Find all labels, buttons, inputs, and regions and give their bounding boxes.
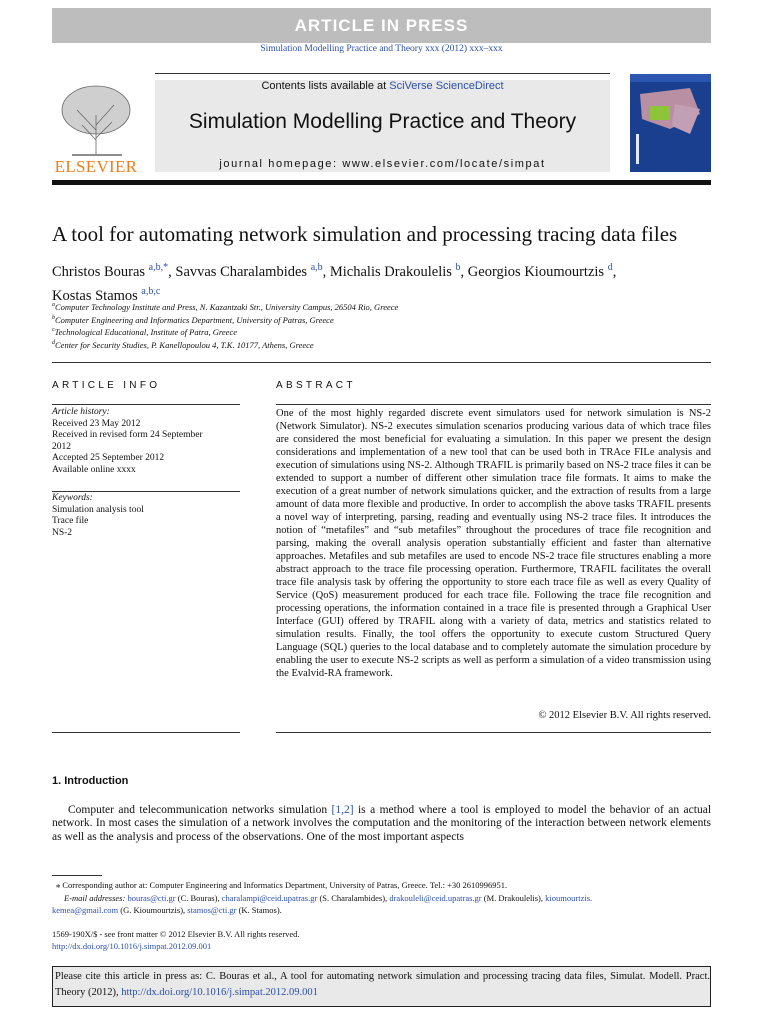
email-line — [52, 904, 711, 917]
intro-text: Computer and telecommunication networks simulation — [68, 804, 332, 816]
issn-line: 1569-190X/$ - see front matter © 2012 Elsevier B.V. All rights reserved. — [52, 929, 300, 939]
affiliation-mark: c — [52, 327, 55, 334]
journal-reference-link[interactable]: Simulation Modelling Practice and Theory xxx (2012) xxx–xxx — [260, 44, 503, 54]
abstract-text: One of the most highly regarded discrete event simulators used for network simulation is NS-2 (Network Simulator). NS-2 executes simulation scenarios producing various data of which trace files are considered the most beneficial for evaluating a simulation. In this paper we present the design considerations and implementation of a new tool that can be used both in TRAce FILe analysis and execution of simulations using NS-2. Although TRAFIL is primarily based on NS-2 trace files it can be extended to support a number of different other simulation trace file formats. It aims to make the execution of a great number of network simulations quicker, and the extraction of results from a large amount of data more flexible and productive. In order to accomplish the above tasks TRAFIL presents a novel way of interpreting, parsing, reading and eventually using NS-2 trace files. It introduces the notion of “metafiles” and “sub metafiles” throughout the procedures of trace file recognition and parsing, making the overall analysis operation substantially efficient and faster than alternative approaches. Metafiles and sub metafiles are used to encode NS-2 trace file structures enabling a more abstract approach to the trace file processing operation. Furthermore, TRAFIL facilitates the overall trace file analysis task by offering the opportunity to store each trace file as well as every Quality of Service (QoS) measurement produced for each trace file. Following the trace file recognition and processing operations, the information contained in a trace file is presented through a Graphical User Interface (GUI) offered by TRAFIL along with a variety of data, metrics and statistics related to simulation results. Finally, the tool offers the opportunity to execute custom Structured Query Language (SQL) queries to the local database and to completely automate the simulation procedure by enabling the user to execute NS-2 scripts as well as perform a simulation of a video transmission using the Evalvid-RA framework. — [276, 408, 711, 679]
citation-doi-link[interactable]: http://dx.doi.org/10.1016/j.simpat.2012.09.001 — [121, 987, 318, 998]
author-name: Kostas Stamos — [52, 287, 138, 304]
article-info-heading: ARTICLE INFO — [52, 380, 161, 391]
author-affiliation-mark[interactable]: a,b,* — [148, 262, 169, 273]
abstract-rule — [276, 404, 711, 405]
elsevier-wordmark: ELSEVIER — [54, 157, 138, 176]
affiliation-text: Technological Educational, Institute of Patra, Greece — [54, 327, 237, 337]
article-info-rule — [52, 491, 240, 492]
author-separator: , — [460, 263, 468, 280]
doi-link[interactable]: http://dx.doi.org/10.1016/j.simpat.2012.09.001 — [52, 941, 212, 951]
affiliation-mark: a — [52, 302, 55, 309]
history-item: Available online xxxx — [52, 464, 136, 475]
author-affiliation-mark[interactable]: a,b,c — [141, 285, 161, 297]
keyword-items — [52, 505, 240, 540]
sciencedirect-link[interactable]: SciVerse ScienceDirect — [389, 80, 504, 92]
email-owner: (M. Drakoulelis), — [481, 892, 546, 903]
footnotes — [52, 879, 711, 917]
corresponding-author-note: ⁎ Corresponding author at: Computer Engineering and Informatics Department, University of Patras, Greece. Tel.: +30 2610996951. — [56, 880, 508, 890]
author-affiliation-mark[interactable]: d — [607, 262, 613, 273]
abstract-rule — [276, 732, 711, 733]
email-owner: (S. Charalambides), — [317, 892, 390, 903]
abstract-copyright: © 2012 Elsevier B.V. All rights reserved. — [538, 710, 711, 721]
email-owner: (C. Bouras), — [175, 892, 222, 903]
email-owner: (G. Kioumourtzis), — [118, 905, 188, 915]
email-link[interactable]: charalampi@ceid.upatras.gr — [221, 892, 318, 903]
affiliation — [52, 315, 334, 325]
paper-title: A tool for automating network simulation and processing tracing data files — [52, 222, 678, 246]
author-name: Savvas Charalambides — [175, 263, 308, 280]
email-label: E-mail addresses: — [64, 892, 126, 903]
contents-prefix: Contents lists available at — [261, 80, 390, 92]
author-name: Christos Bouras — [52, 263, 146, 280]
article-info-rule — [52, 404, 240, 405]
history-item: Received in revised form 24 September — [52, 430, 203, 440]
history-items — [52, 419, 240, 477]
keywords-label: Keywords: — [52, 493, 93, 503]
affiliation-text: Computer Engineering and Informatics Department, University of Patras, Greece — [55, 314, 334, 325]
journal-title: Simulation Modelling Practice and Theory — [188, 110, 577, 133]
citation-text: Please cite this article in press as: C. Bouras et al., A tool for automating network simulation and processing tracing data files, Simulat. Modell. Pract. Theory (2012), — [55, 971, 710, 998]
affiliation — [52, 302, 398, 312]
affiliation-mark: b — [52, 314, 55, 321]
keywords-block — [52, 493, 240, 539]
footnote-rule — [52, 875, 102, 876]
journal-cover-image — [630, 74, 711, 172]
article-history — [52, 407, 240, 476]
author-name: Michalis Drakoulelis — [329, 263, 452, 280]
section-heading-introduction: 1. Introduction — [52, 775, 129, 787]
email-link[interactable]: bouras@cti.gr — [127, 892, 176, 903]
author-separator: , — [322, 263, 330, 280]
contents-available-line — [155, 80, 610, 92]
affiliation-text: Computer Technology Institute and Press, N. Kazantzaki Str., University Campus, 26504 Rio, Greece — [55, 302, 399, 312]
email-link[interactable]: drakouleli@ceid.upatras.gr — [389, 892, 482, 903]
intro-text: is a method where a tool is employed to model the behavior of an actual network. In most cases the simulation of a network involves the computation and the monitoring of the interaction between network elements as well as the analysis and process of the observations. One of the most important aspects — [52, 804, 712, 843]
history-item: Received 23 May 2012 — [52, 418, 141, 429]
email-owner: (K. Stamos). — [236, 905, 282, 915]
affiliation — [52, 327, 237, 337]
affiliation-mark: d — [52, 339, 55, 346]
header-top-rule — [155, 73, 610, 74]
history-item: 2012 — [52, 441, 71, 452]
header-bold-rule — [52, 180, 711, 185]
journal-homepage[interactable]: journal homepage: www.elsevier.com/locate/simpat — [219, 158, 546, 170]
email-link[interactable]: stamos@cti.gr — [187, 905, 237, 915]
keyword-item: Trace file — [52, 516, 89, 526]
author-separator: , — [612, 263, 617, 280]
article-in-press-banner: ARTICLE IN PRESS — [52, 8, 711, 43]
author-separator: , — [168, 263, 176, 280]
keyword-item: NS-2 — [52, 527, 73, 538]
introduction-paragraph — [52, 804, 711, 844]
author-affiliation-mark[interactable]: b — [455, 262, 461, 273]
email-link[interactable]: kioumourtzis. — [545, 892, 593, 903]
keyword-item: Simulation analysis tool — [52, 504, 144, 515]
affiliation — [52, 340, 314, 350]
abstract-heading: ABSTRACT — [276, 380, 356, 391]
author-name: Georgios Kioumourtzis — [467, 263, 605, 280]
article-info-rule — [52, 732, 240, 733]
email-link[interactable]: kemea@gmail.com — [52, 905, 119, 915]
section-divider — [52, 362, 711, 363]
issn-block — [52, 928, 711, 952]
citation-link[interactable]: [1,2] — [331, 804, 354, 816]
author-affiliation-mark[interactable]: a,b — [310, 262, 323, 273]
email-line — [52, 892, 711, 905]
history-label: Article history: — [52, 407, 110, 417]
history-item: Accepted 25 September 2012 — [52, 453, 165, 463]
citation-box — [52, 966, 711, 1007]
affiliation-text: Center for Security Studies, P. Kanellopoulou 4, T.K. 10177, Athens, Greece — [55, 339, 314, 350]
